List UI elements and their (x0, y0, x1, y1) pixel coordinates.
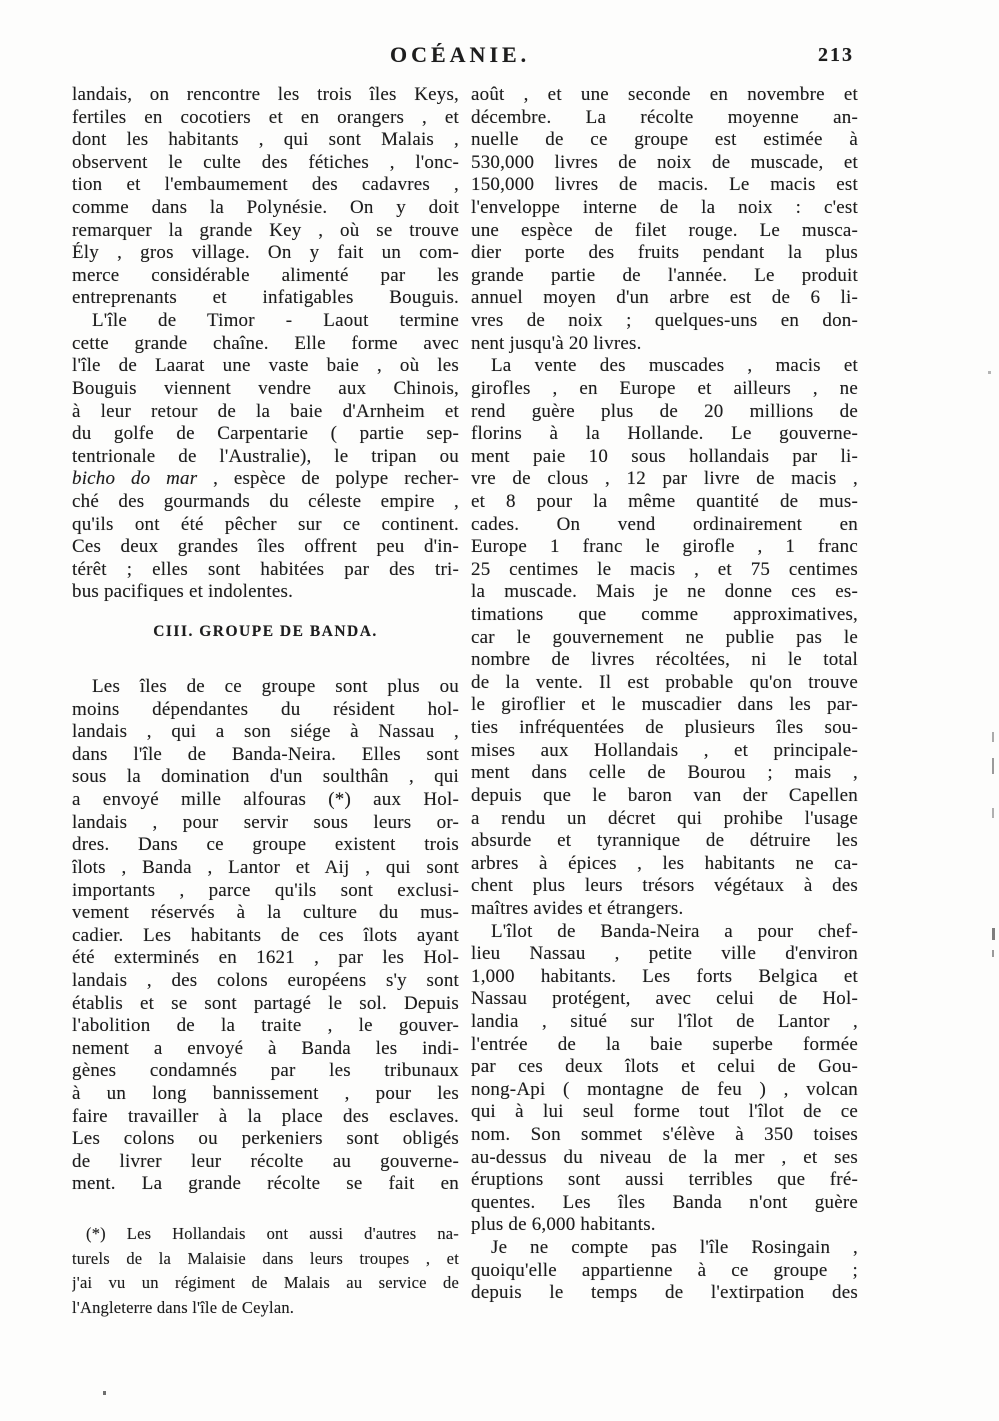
text-line: nom. Son sommet s'élève à 350 toises (471, 1124, 858, 1146)
text-line: depuis le temps de l'extirpation des (471, 1282, 858, 1304)
footnote-hollandais-malais (72, 1222, 459, 1320)
text-line: comme dans la Polynésie. On y doit (72, 197, 459, 219)
text-line: girofles , en Europe et ailleurs , ne (471, 377, 858, 399)
text-line: dont les habitants , qui sont Malais , (72, 129, 459, 151)
text-line: Europe 1 franc le girofle , 1 franc (471, 536, 858, 558)
text-line: sous la domination d'un soulthân , qui (72, 766, 459, 788)
scan-speck (992, 732, 994, 742)
text-line: annuel moyen d'un arbre est de 6 li- (471, 287, 858, 309)
text-line: tentrionale de l'Australie), le tripan ou (72, 445, 459, 467)
text-line: nuelle de ce groupe est estimée à (471, 129, 858, 151)
text-line: rend guère plus de 20 millions de (471, 400, 858, 422)
text-line: timations que comme approximatives, (471, 604, 858, 626)
text-line: a rendu un décret qui prohibe l'usage (471, 807, 858, 829)
text-line: florins à la Hollande. Le gouverne- (471, 423, 858, 445)
text-line: térêt ; elles sont habitées par des tri- (72, 558, 459, 580)
text-line: bus pacifiques et indolentes. (72, 581, 294, 603)
text-line: Bouguis viennent vendre aux Chinois, (72, 377, 459, 399)
text-line: Nassau protégent, avec celui de Hol- (471, 988, 858, 1010)
text-line: l'Angleterre dans l'île de Ceylan. (72, 1297, 295, 1317)
text-line: Les îles de ce groupe sont plus ou (92, 676, 459, 698)
text-line: l'abolition de la traite , le gouver- (72, 1015, 459, 1037)
text-line: ment paie 10 sous hollandais par li- (471, 445, 858, 467)
text-line: qui à lui seul forme tout l'îlot de ce (471, 1101, 858, 1123)
text-line: été exterminés en 1621 , par les Hol- (72, 947, 459, 969)
text-line: turels de la Malaisie dans leurs troupes , et (72, 1248, 459, 1268)
text-line: ment. La grande récolte se fait en (72, 1173, 459, 1195)
para-vente-muscades (471, 355, 858, 920)
text-line: 150,000 livres de macis. Le macis est (471, 174, 858, 196)
text-line: grande partie de l'année. Le produit (471, 264, 858, 286)
text-line: 1,000 habitants. Les forts Belgica et (471, 965, 858, 987)
text-line: vres de noix ; quelques-uns en don- (471, 310, 858, 332)
text-line: observent le culte des fétiches , l'onc- (72, 151, 459, 173)
scan-speck (992, 950, 994, 957)
text-line: j'ai vu un régiment de Malais au service de (72, 1273, 459, 1293)
text-line: landais , pour servir sous leurs or- (72, 811, 459, 833)
text-line: une espèce de filet rouge. Le musca- (471, 219, 858, 241)
text-line: à un long bannissement , pour les (72, 1082, 459, 1104)
text-line: 25 centimes le macis , et 75 centimes (471, 558, 858, 580)
scan-speck (992, 928, 995, 940)
text-line: août , et une seconde en novembre et (471, 84, 858, 105)
text-line: vre de clous , 12 par livre de macis , (471, 468, 858, 490)
text-line: cades. On vend ordinairement en (471, 513, 858, 535)
text-line: landais , des colons européens s'y sont (72, 969, 459, 991)
text-line: l'enveloppe interne de la noix : c'est (471, 197, 858, 219)
text-line: a envoyé mille alfouras (*) aux Hol- (72, 789, 459, 811)
text-line: décembre. La récolte moyenne an- (471, 106, 858, 128)
text-line: entreprenants et infatigables Bouguis. (72, 287, 459, 309)
scan-speck (992, 758, 994, 774)
text-line: (*) Les Hollandais ont aussi d'autres na- (86, 1224, 459, 1244)
text-line: tion et l'embaumement des cadavres , (72, 174, 459, 196)
text-line: depuis que le baron van der Capellen (471, 784, 858, 806)
text-line: îlots , Banda , Lantor et Aij , qui sont (72, 856, 459, 878)
text-line: merce considérable alimenté par les (72, 264, 459, 286)
text-line: la muscade. Mais je ne donne ces es- (471, 581, 858, 603)
text-line: et 8 pour la même quantité de mus- (471, 490, 858, 512)
text-line: faire travailler à la place des esclaves. (72, 1105, 459, 1127)
text-line: Ély , gros village. On y fait un com- (72, 242, 459, 264)
para-keys-islands (72, 84, 459, 310)
text-line: bicho do mar , espèce de polype recher- (72, 468, 459, 490)
para-banda-neira (471, 921, 858, 1238)
text-line: nong-Api ( montagne de feu ) , volcan (471, 1078, 858, 1100)
text-line: du golfe de Carpentarie ( partie sep- (72, 423, 459, 445)
para-banda-group (72, 676, 459, 1196)
text-line: l'entrée de la baie superbe formée (471, 1033, 858, 1055)
text-line: qu'ils ont été pêcher sur ce continent. (72, 513, 459, 535)
text-line: de livrer leur récolte au gouverne- (72, 1150, 459, 1172)
para-timor-laout (72, 310, 459, 604)
running-title: OCÉANIE. (390, 42, 531, 67)
text-line: nent jusqu'à 20 livres. (471, 332, 642, 354)
text-line: Ces deux grandes îles offrent peu d'in- (72, 536, 459, 558)
text-line: ment dans celle de Bourou ; mais , (471, 762, 858, 784)
text-line: arbres à épices , les habitants ne ca- (471, 852, 858, 874)
scan-speck (992, 808, 994, 818)
text-line: mises aux Hollandais , et principale- (471, 739, 858, 761)
text-line: le giroflier et le muscadier dans les par- (471, 694, 858, 716)
page-number: 213 (818, 44, 854, 66)
text-line: Je ne compte pas l'île Rosingain , (491, 1237, 858, 1259)
text-line: nement a envoyé à Banda les indi- (72, 1037, 459, 1059)
text-line: fertiles en cocotiers et en orangers , et (72, 106, 459, 128)
para-recolte-muscade (471, 84, 858, 355)
scan-speck (988, 371, 991, 374)
text-line: remarquer la grande Key , où se trouve (72, 219, 459, 241)
text-line: dans l'île de Banda-Neira. Elles sont (72, 743, 459, 765)
text-line: ties infréquentées de plusieurs îles sou- (471, 717, 858, 739)
text-line: cette grande chaîne. Elle forme avec (72, 332, 459, 354)
text-line: 530,000 livres de noix de muscade, et (471, 151, 858, 173)
right-text-column (471, 84, 858, 1305)
text-line: Les colons ou perkeniers sont obligés (72, 1128, 459, 1150)
text-line: de la vente. Il est probable qu'on trouve (471, 671, 858, 693)
text-line: cadier. Les habitants de ces îlots ayant (72, 924, 459, 946)
text-line: à leur retour de la baie d'Arnheim et (72, 400, 459, 422)
text-line: landais , qui a son siége à Nassau , (72, 721, 459, 743)
text-line: l'île de Laarat une vaste baie , où les (72, 355, 459, 377)
text-line: éruptions sont aussi terribles que fré- (471, 1169, 858, 1191)
text-line: car le gouvernement ne publie pas le (471, 626, 858, 648)
left-text-column (72, 84, 459, 1320)
text-line: nombre de livres récoltées, ni le total (471, 649, 858, 671)
text-line: plus de 6,000 habitants. (471, 1214, 656, 1236)
text-line: absurde et tyrannique de détruire les (471, 830, 858, 852)
text-line: La vente des muscades , macis et (491, 355, 858, 377)
para-rosingain (471, 1237, 858, 1305)
text-line: chent plus leurs trésors végétaux à des (471, 875, 858, 897)
text-line: L'îlot de Banda-Neira a pour chef- (491, 920, 858, 942)
text-line: dier porte des fruits pendant la plus (471, 242, 858, 264)
text-line: L'île de Timor - Laout termine (92, 310, 459, 332)
text-line: au-dessus du niveau de la mer , et ses (471, 1146, 858, 1168)
text-line: gènes condamnés par les tribunaux (72, 1060, 459, 1082)
text-line: ché des gourmands du céleste empire , (72, 490, 459, 512)
scan-speck (103, 1391, 106, 1395)
text-line: quoiqu'elle appartienne à ce groupe ; (471, 1259, 858, 1281)
text-line: établis et se sont partagé le sol. Depuis (72, 992, 459, 1014)
text-line: quentes. Les îles Banda n'ont guère (471, 1191, 858, 1213)
text-line: maîtres avides et étrangers. (471, 897, 684, 919)
text-line: dres. Dans ce groupe existent trois (72, 834, 459, 856)
text-line: moins dépendantes du résident hol- (72, 698, 459, 720)
text-line: vement réservés à la culture du mus- (72, 902, 459, 924)
section-heading-groupe-de-banda: CIII. GROUPE DE BANDA. (153, 623, 378, 641)
text-line: landia , situé sur l'îlot de Lantor , (471, 1010, 858, 1032)
text-line: importants , parce qu'ils sont exclusi- (72, 879, 459, 901)
text-line: landais, on rencontre les trois îles Keys, (72, 84, 459, 105)
text-line: par ces deux îlots et celui de Gou- (471, 1056, 858, 1078)
text-line: lieu Nassau , petite ville d'environ (471, 943, 858, 965)
